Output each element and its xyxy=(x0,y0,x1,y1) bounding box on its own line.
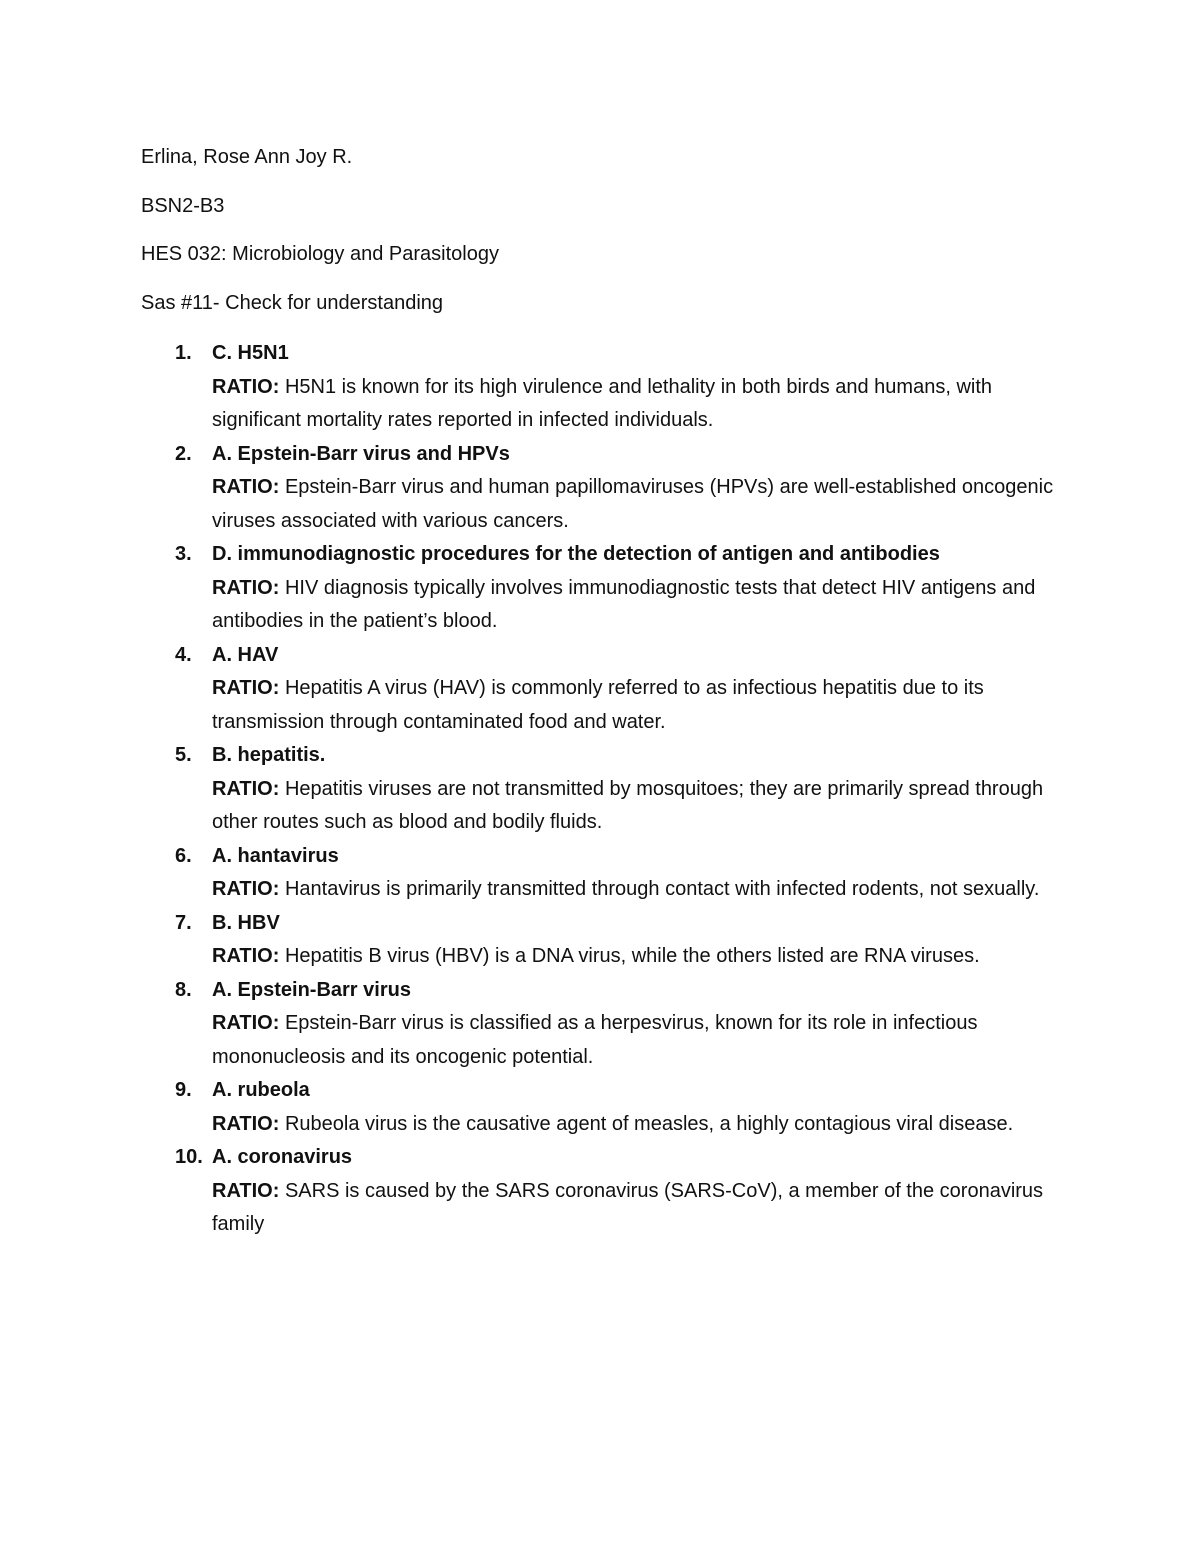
ratio-text: Hepatitis B virus (HBV) is a DNA virus, while the others listed are RNA viruses. xyxy=(279,945,980,967)
ratio-label: RATIO: xyxy=(212,945,280,967)
student-section: BSN2-B3 xyxy=(141,195,225,217)
answer-choice: A. Epstein-Barr virus and HPVs xyxy=(212,442,510,465)
answer-number: 10. xyxy=(175,1146,203,1168)
answer-choice: A. rubeola xyxy=(212,1079,310,1101)
answer-item-4 xyxy=(0,639,1200,740)
answer-item-1 xyxy=(0,337,1200,438)
answer-choice: D. immunodiagnostic procedures for the detection of antigen and antibodies xyxy=(212,543,940,565)
answer-number: 1. xyxy=(175,342,192,364)
ratio-text: Hepatitis A virus (HAV) is commonly referred to as infectious hepatitis due to its transmission through contaminated food and water. xyxy=(212,677,984,733)
answer-choice: A. hantavirus xyxy=(212,844,339,867)
answer-item-5 xyxy=(0,739,1200,840)
ratio-label: RATIO: xyxy=(212,476,280,498)
ratio-label: RATIO: xyxy=(212,878,280,900)
ratio-text: Epstein-Barr virus and human papillomaviruses (HPVs) are well-established oncogenic viruses associated with various cancers. xyxy=(212,476,1054,532)
ratio-label: RATIO: xyxy=(212,1012,280,1034)
answer-number: 6. xyxy=(175,844,192,867)
answer-item-8 xyxy=(0,974,1200,1075)
course-title: HES 032: Microbiology and Parasitology xyxy=(141,243,499,265)
ratio-text: H5N1 is known for its high virulence and lethality in both birds and humans, with significant mortality rates reported in infected individuals. xyxy=(212,375,993,431)
answer-choice: A. Epstein-Barr virus xyxy=(212,978,411,1001)
ratio-label: RATIO: xyxy=(212,375,280,398)
answer-choice: B. hepatitis. xyxy=(212,744,326,766)
ratio-text: Epstein-Barr virus is classified as a herpesvirus, known for its role in infectious mononucleosis and its oncogenic potential. xyxy=(212,1012,978,1068)
ratio-text: Hantavirus is primarily transmitted through contact with infected rodents, not sexually. xyxy=(279,878,1040,900)
answer-choice: A. HAV xyxy=(212,643,279,666)
assignment-title: Sas #11- Check for understanding xyxy=(141,292,444,314)
student-name: Erlina, Rose Ann Joy R. xyxy=(141,146,353,168)
answer-item-3 xyxy=(0,538,1200,639)
answer-number: 5. xyxy=(175,744,192,766)
answer-item-9 xyxy=(0,1074,1200,1141)
answer-choice: C. H5N1 xyxy=(212,342,289,364)
ratio-text: Hepatitis viruses are not transmitted by mosquitoes; they are primarily spread through other routes such as blood and bodily fluids. xyxy=(212,777,1044,833)
answer-item-10 xyxy=(0,1141,1200,1242)
answer-item-7 xyxy=(0,907,1200,974)
answer-choice: B. HBV xyxy=(212,911,280,934)
answer-choice: A. coronavirus xyxy=(212,1146,353,1168)
ratio-label: RATIO: xyxy=(212,1179,280,1202)
answer-item-2 xyxy=(0,438,1200,539)
answer-number: 4. xyxy=(175,643,192,666)
answer-number: 7. xyxy=(175,911,192,934)
ratio-label: RATIO: xyxy=(212,1112,280,1135)
answer-number: 8. xyxy=(175,978,192,1001)
ratio-text: Rubeola virus is the causative agent of measles, a highly contagious viral disease. xyxy=(279,1112,1014,1135)
answer-number: 2. xyxy=(175,442,192,465)
ratio-label: RATIO: xyxy=(212,576,280,599)
ratio-label: RATIO: xyxy=(212,677,280,699)
ratio-text: SARS is caused by the SARS coronavirus (SARS-CoV), a member of the coronavirus family xyxy=(212,1179,1044,1235)
ratio-label: RATIO: xyxy=(212,777,280,800)
answer-number: 9. xyxy=(175,1079,192,1101)
answer-number: 3. xyxy=(175,543,192,565)
answer-list xyxy=(0,337,1200,1242)
answer-item-6 xyxy=(0,840,1200,907)
ratio-text: HIV diagnosis typically involves immunodiagnostic tests that detect HIV antigens and antibodies in the patient’s blood. xyxy=(212,576,1036,632)
